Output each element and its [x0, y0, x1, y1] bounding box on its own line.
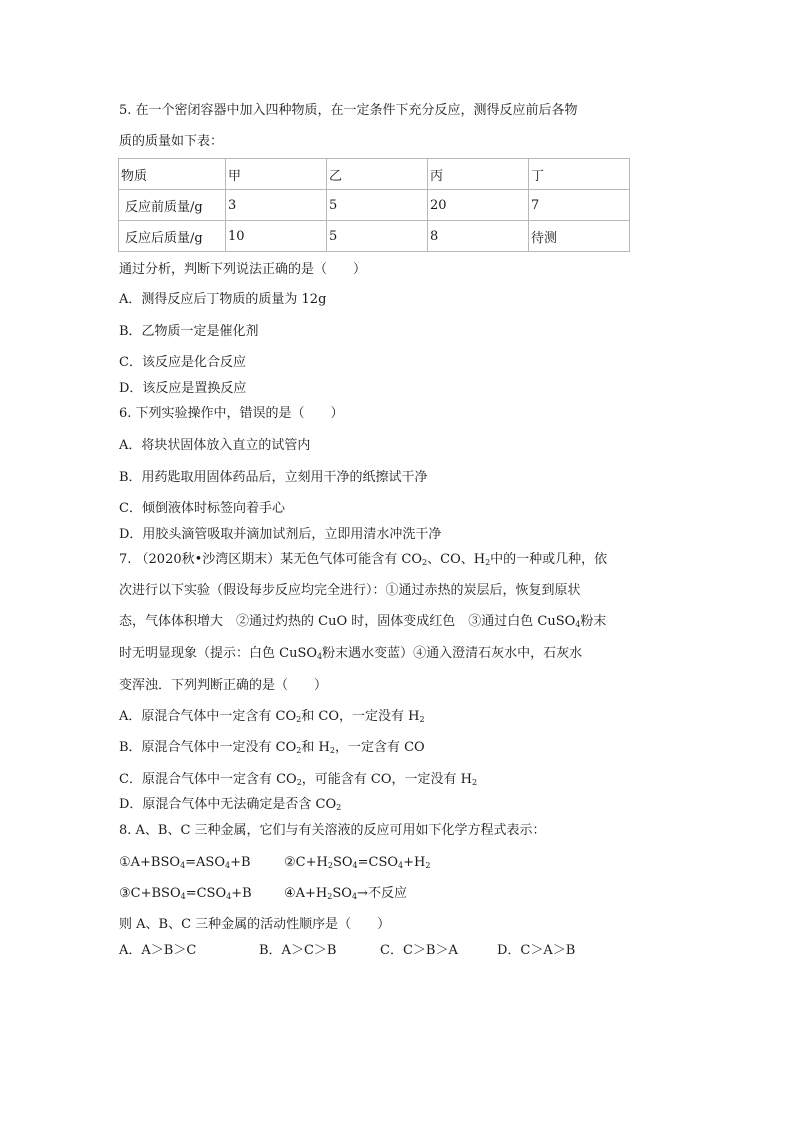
subscript: 2 — [327, 861, 333, 870]
table-header-row — [119, 159, 630, 190]
q5-stem-line2: 质的质量如下表： — [119, 134, 224, 149]
q7-option-c — [119, 772, 477, 788]
text: 7. （2020秋•沙湾区期末）某无色气体可能含有 CO — [119, 552, 423, 567]
q6-option-d: D．用胶头滴管吸取并滴加试剂后，立即用清水冲洗干净 — [119, 527, 442, 542]
text: ②C+H — [284, 855, 328, 870]
q7-stem-line1 — [119, 552, 607, 568]
q5-stem-line1: 5. 在一个密闭容器中加入四种物质，在一定条件下充分反应，测得反应前后各物 — [119, 103, 578, 118]
subscript: 4 — [398, 861, 404, 870]
text: ③C+BSO — [119, 886, 181, 901]
text: 和 CO，一定没有 H — [301, 709, 420, 724]
text: +H — [403, 855, 426, 870]
q5-option-c: C．该反应是化合反应 — [119, 355, 246, 370]
q8-option-b: B．A＞C＞B — [259, 943, 337, 958]
q7-stem-line3 — [119, 614, 606, 630]
text: 粉末 — [580, 614, 607, 629]
text: +B — [230, 855, 251, 870]
subscript: 2 — [329, 746, 335, 755]
q5-option-a: A．测得反应后丁物质的质量为 12g — [119, 292, 327, 307]
text: 粉末遇水变蓝）④通入澄清石灰水中，石灰水 — [322, 646, 583, 661]
subscript: 2 — [296, 746, 302, 755]
subscript: 4 — [226, 892, 232, 901]
table-row — [119, 190, 630, 221]
table-cell: 20 — [428, 190, 529, 221]
text: =CSO — [357, 855, 399, 870]
text: C．原混合气体中一定含有 CO — [119, 772, 297, 787]
table-cell: 10 — [226, 221, 327, 252]
text: ④A+H — [284, 886, 328, 901]
text: =ASO — [185, 855, 226, 870]
table-cell: 7 — [529, 190, 630, 221]
subscript: 2 — [327, 892, 333, 901]
q8-option-a: A．A＞B＞C — [119, 943, 197, 958]
table-cell: 8 — [428, 221, 529, 252]
subscript: 4 — [180, 861, 186, 870]
q8-equation-1 — [119, 855, 251, 871]
q8-equation-2 — [284, 855, 430, 871]
table-header-cell: 丙 — [428, 159, 529, 190]
table-header-cell: 物质 — [119, 159, 226, 190]
text: ，一定含有 CO — [334, 740, 425, 755]
subscript: 2 — [296, 715, 302, 724]
table-cell: 反应前质量/g — [119, 190, 226, 221]
table-cell: 待测 — [529, 221, 630, 252]
text: +B — [231, 886, 252, 901]
q6-option-b: B．用药匙取用固体药品后，立刻用干净的纸擦试干净 — [119, 470, 428, 485]
q8-option-d: D．C＞A＞B — [497, 943, 576, 958]
q7-option-b — [119, 740, 425, 756]
subscript: 2 — [485, 558, 491, 567]
q7-stem-line5: 变浑浊．下列判断正确的是（ ） — [119, 678, 328, 693]
subscript: 4 — [351, 892, 358, 901]
q8-question: 则 A、B、C 三种金属的活动性顺序是（ ） — [119, 917, 391, 932]
q6-stem: 6. 下列实验操作中，错误的是（ ） — [119, 406, 344, 421]
subscript: 4 — [575, 620, 581, 629]
subscript: 4 — [352, 861, 358, 870]
table-row — [119, 221, 630, 252]
text: ①A+BSO — [119, 855, 181, 870]
table-header-cell: 甲 — [226, 159, 327, 190]
text: =CSO — [185, 886, 227, 901]
subscript: 2 — [336, 803, 342, 812]
text: SO — [332, 886, 352, 901]
text: SO — [332, 855, 353, 870]
q7-stem-line2: 次进行以下实验（假设每步反应均完全进行）：①通过赤热的炭层后，恢复到原状 — [119, 583, 581, 598]
text: 中的一种或几种，依 — [490, 552, 608, 567]
table-cell: 5 — [327, 190, 428, 221]
q5-option-d: D．该反应是置换反应 — [119, 381, 247, 396]
subscript: 4 — [180, 892, 186, 901]
text: →不反应 — [357, 886, 407, 901]
q7-option-d — [119, 797, 341, 813]
table-cell: 反应后质量/g — [119, 221, 226, 252]
q7-stem-line4 — [119, 646, 582, 662]
table-header-cell: 丁 — [529, 159, 630, 190]
text: 时无明显现象（提示：白色 CuSO — [119, 646, 318, 661]
text: ，可能含有 CO，一定没有 H — [301, 772, 472, 787]
q5-option-b: B．乙物质一定是催化剂 — [119, 324, 259, 339]
subscript: 2 — [419, 715, 425, 724]
subscript: 4 — [225, 861, 231, 870]
text: D．原混合气体中无法确定是否含 CO — [119, 797, 337, 812]
q7-option-a — [119, 709, 425, 725]
subscript: 2 — [422, 558, 428, 567]
q6-option-c: C．倾倒液体时标签向着手心 — [119, 501, 285, 516]
table-cell: 5 — [327, 221, 428, 252]
subscript: 2 — [296, 778, 302, 787]
text: A．原混合气体中一定含有 CO — [119, 709, 297, 724]
table-cell: 3 — [226, 190, 327, 221]
text: B．原混合气体中一定没有 CO — [119, 740, 297, 755]
q5-mass-table — [118, 158, 630, 252]
text: 、CO、H — [427, 552, 486, 567]
q8-equation-3 — [119, 886, 252, 902]
subscript: 2 — [425, 861, 431, 870]
q5-question: 通过分析，判断下列说法正确的是（ ） — [119, 262, 367, 277]
text: 和 H — [301, 740, 330, 755]
table-header-cell: 乙 — [327, 159, 428, 190]
q8-option-c: C．C＞B＞A — [380, 943, 458, 958]
q6-option-a: A．将块状固体放入直立的试管内 — [119, 438, 311, 453]
text: 态，气体体积增大 ②通过灼热的 CuO 时，固体变成红色 ③通过白色 CuSO — [119, 614, 576, 629]
subscript: 2 — [472, 778, 478, 787]
subscript: 4 — [317, 652, 323, 661]
q8-stem: 8. A、B、C 三种金属，它们与有关溶液的反应可用如下化学方程式表示： — [119, 823, 546, 838]
q8-equation-4 — [284, 886, 407, 902]
